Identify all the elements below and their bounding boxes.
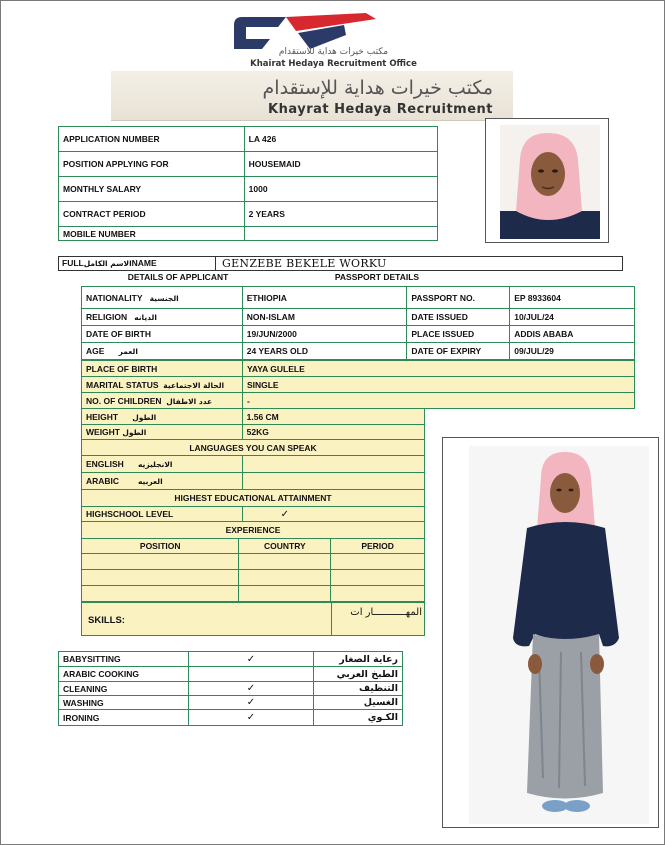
application-number-value: LA 426 — [244, 127, 437, 152]
body-measure-table — [81, 408, 425, 440]
religion-value: NON-ISLAM — [242, 309, 407, 326]
section-education: HIGHEST EDUCATIONAL ATTAINMENT — [82, 490, 425, 507]
experience-cell — [331, 586, 425, 602]
office-logo — [226, 11, 441, 69]
skill-ironing-label: IRONING — [59, 710, 189, 726]
skill-ironing-ar: الكـوي — [314, 710, 403, 726]
place-of-birth-label: PLACE OF BIRTH — [82, 361, 243, 377]
place-of-birth-value: YAYA GULELE — [242, 361, 634, 377]
full-name-label-name: NAME — [131, 258, 157, 268]
experience-header-country: COUNTRY — [239, 539, 331, 554]
place-issued-label: PLACE ISSUED — [407, 326, 510, 343]
contract-value: 2 YEARS — [244, 202, 437, 227]
full-name-label-ar: الاسم الكامل — [83, 259, 132, 268]
section-applicant: DETAILS OF APPLICANT — [127, 272, 229, 282]
date-issued-value: 10/JUL/24 — [510, 309, 635, 326]
dob-value: 19/JUN/2000 — [242, 326, 407, 343]
skills-table — [58, 651, 403, 726]
full-name-row — [58, 256, 623, 271]
skill-cooking-ar: الطبخ العربي — [314, 667, 403, 682]
height-label: HEIGHT الطول — [82, 409, 243, 425]
skills-label: SKILLS: — [88, 615, 125, 626]
age-value: 24 YEARS OLD — [242, 343, 407, 360]
passport-no-value: EP 8933604 — [510, 287, 635, 309]
section-languages: LANGUAGES YOU CAN SPEAK — [82, 440, 425, 456]
marital-status-label: MARITAL STATUS الحالة الاجتماعية — [82, 377, 243, 393]
experience-cell — [239, 554, 331, 570]
experience-cell — [239, 570, 331, 586]
application-number-label: APPLICATION NUMBER — [59, 127, 245, 152]
marital-status-value: SINGLE — [242, 377, 634, 393]
skill-babysitting-label: BABYSITTING — [59, 652, 189, 667]
application-table — [58, 126, 438, 241]
logo-text-ar: مكتب خيرات هداية للاستقدام — [278, 47, 389, 57]
skill-cleaning-label: CLEANING — [59, 682, 189, 696]
experience-table — [81, 538, 425, 602]
arabic-value — [242, 473, 424, 490]
place-issued-value: ADDIS ABABA — [510, 326, 635, 343]
skill-babysitting-check — [188, 652, 313, 667]
height-value: 1.56 CM — [242, 409, 424, 425]
skill-cooking-check — [188, 667, 313, 682]
position-value: HOUSEMAID — [244, 152, 437, 177]
experience-cell — [331, 554, 425, 570]
nationality-value: ETHIOPIA — [242, 287, 407, 309]
skills-header — [81, 602, 425, 636]
check-icon: ✓ — [246, 712, 256, 723]
contract-label: CONTRACT PERIOD — [59, 202, 245, 227]
skill-cleaning-ar: التنظيف — [314, 682, 403, 696]
logo-mark-icon — [226, 11, 441, 51]
experience-cell — [82, 570, 239, 586]
children-value: - — [242, 393, 634, 409]
skill-washing-ar: الغسيل — [314, 696, 403, 710]
age-label: AGE العمر — [82, 343, 243, 360]
mobile-label: MOBILE NUMBER — [59, 227, 245, 241]
check-icon: ✓ — [246, 653, 256, 665]
experience-header-period: PERIOD — [331, 539, 425, 554]
full-name-value: GENZEBE BEKELE WORKU — [222, 257, 387, 270]
logo-text-en: Khairat Hedaya Recruitment Office — [250, 59, 417, 69]
mobile-value — [244, 227, 437, 241]
expiry-value: 09/JUL/29 — [510, 343, 635, 360]
office-banner — [111, 71, 513, 121]
languages-education-table — [81, 439, 425, 539]
religion-label: RELIGION الديانه — [82, 309, 243, 326]
portrait-figure-icon — [486, 119, 610, 244]
full-name-label-en: FULL — [62, 258, 84, 268]
skill-ironing-check — [188, 710, 313, 726]
details-table — [81, 286, 635, 360]
weight-value: 52KG — [242, 425, 424, 440]
experience-cell — [331, 570, 425, 586]
children-label: NO. OF CHILDREN عدد الاطفال — [82, 393, 243, 409]
section-experience: EXPERIENCE — [82, 522, 425, 539]
english-label: ENGLISH الانجليزيه — [82, 456, 243, 473]
experience-cell — [82, 554, 239, 570]
check-icon: ✓ — [246, 697, 256, 708]
extra-details-table — [81, 360, 635, 409]
arabic-label: ARABIC العربيه — [82, 473, 243, 490]
check-icon: ✓ — [246, 683, 256, 694]
dob-label: DATE OF BIRTH — [82, 326, 243, 343]
banner-text-en: Khayrat Hedaya Recruitment — [268, 102, 493, 117]
check-icon: ✓ — [280, 508, 290, 520]
skill-babysitting-ar: رعاية الصغار — [314, 652, 403, 667]
full-body-photo — [442, 437, 659, 828]
skill-washing-check — [188, 696, 313, 710]
skill-cooking-label: ARABIC COOKING — [59, 667, 189, 682]
date-issued-label: DATE ISSUED — [407, 309, 510, 326]
salary-value: 1000 — [244, 177, 437, 202]
education-label: HIGHSCHOOL LEVEL — [82, 507, 243, 522]
banner-text-ar: مكتب خيرات هداية للإستقدام — [262, 77, 493, 99]
experience-cell — [239, 586, 331, 602]
full-body-figure-icon — [443, 438, 660, 829]
position-label: POSITION APPLYING FOR — [59, 152, 245, 177]
english-value — [242, 456, 424, 473]
expiry-label: DATE OF EXPIRY — [407, 343, 510, 360]
salary-label: MONTHLY SALARY — [59, 177, 245, 202]
skills-label-ar: المهـــــــــــار ات — [350, 607, 422, 618]
passport-no-label: PASSPORT NO. — [407, 287, 510, 309]
weight-label: WEIGHT الطول — [82, 425, 243, 440]
experience-cell — [82, 586, 239, 602]
portrait-photo — [485, 118, 609, 243]
experience-header-position: POSITION — [82, 539, 239, 554]
skill-cleaning-check — [188, 682, 313, 696]
section-passport: PASSPORT DETAILS — [334, 272, 420, 282]
education-check — [242, 507, 424, 522]
nationality-label: NATIONALITY الجنسية — [82, 287, 243, 309]
skill-washing-label: WASHING — [59, 696, 189, 710]
